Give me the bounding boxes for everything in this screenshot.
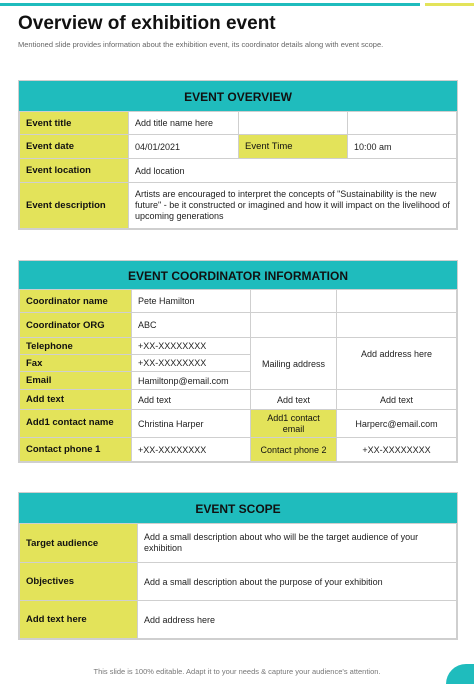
table-row: [20, 601, 457, 639]
email-label: Email: [20, 372, 132, 390]
objectives-label: Objectives: [20, 563, 138, 601]
contact-phone-2-value[interactable]: +XX-XXXXXXXX: [337, 438, 457, 462]
event-title-label: Event title: [20, 112, 129, 135]
coordinator-table: [19, 289, 457, 462]
table-row: [20, 183, 457, 229]
add1-contact-email-value[interactable]: Harperc@email.com: [337, 410, 457, 438]
event-overview-section: [18, 80, 458, 230]
target-audience-value[interactable]: Add a small description about who will be the target audience of your exhibition: [138, 524, 457, 563]
add-text-here-value[interactable]: Add address here: [138, 601, 457, 639]
empty-cell: [337, 290, 457, 313]
add1-contact-name-label: Add1 contact name: [20, 410, 132, 438]
event-location-label: Event location: [20, 159, 129, 183]
event-scope-table: [19, 523, 457, 639]
event-scope-section: [18, 492, 458, 640]
top-accent-bar-yellow: [425, 3, 474, 6]
table-row: [20, 112, 457, 135]
add-text-label: Add text: [20, 390, 132, 410]
coordinator-heading: EVENT COORDINATOR INFORMATION: [19, 261, 457, 289]
page-title: Overview of exhibition event: [18, 13, 276, 34]
table-row: [20, 159, 457, 183]
contact-phone-1-value[interactable]: +XX-XXXXXXXX: [132, 438, 251, 462]
event-time-label: Event Time: [239, 135, 348, 159]
fax-label: Fax: [20, 355, 132, 372]
empty-cell: [337, 313, 457, 338]
add-text-value[interactable]: Add text: [337, 390, 457, 410]
coordinator-section: [18, 260, 458, 463]
coordinator-org-label: Coordinator ORG: [20, 313, 132, 338]
add-text-here-label: Add text here: [20, 601, 138, 639]
telephone-value[interactable]: +XX-XXXXXXXX: [132, 338, 251, 355]
table-row: [20, 438, 457, 462]
objectives-value[interactable]: Add a small description about the purpose of your exhibition: [138, 563, 457, 601]
mailing-address-value[interactable]: Add address here: [337, 338, 457, 390]
add1-contact-name-value[interactable]: Christina Harper: [132, 410, 251, 438]
table-row: [20, 390, 457, 410]
coordinator-name-value[interactable]: Pete Hamilton: [132, 290, 251, 313]
table-row: [20, 290, 457, 313]
table-row: [20, 135, 457, 159]
coordinator-org-value[interactable]: ABC: [132, 313, 251, 338]
table-row: [20, 410, 457, 438]
event-scope-heading: EVENT SCOPE: [19, 493, 457, 523]
event-date-label: Event date: [20, 135, 129, 159]
table-row: [20, 524, 457, 563]
table-row: [20, 313, 457, 338]
add-text-value[interactable]: Add text: [251, 390, 337, 410]
event-date-value[interactable]: 04/01/2021: [129, 135, 239, 159]
target-audience-label: Target audience: [20, 524, 138, 563]
event-overview-heading: EVENT OVERVIEW: [19, 81, 457, 111]
event-overview-table: [19, 111, 457, 229]
empty-cell: [251, 313, 337, 338]
mailing-address-label: Mailing address: [251, 338, 337, 390]
event-description-label: Event description: [20, 183, 129, 229]
contact-phone-1-label: Contact phone 1: [20, 438, 132, 462]
page-subtitle: Mentioned slide provides information about the exhibition event, its coordinator details along with event scope.: [18, 40, 384, 49]
contact-phone-2-label: Contact phone 2: [251, 438, 337, 462]
table-row: [20, 563, 457, 601]
coordinator-name-label: Coordinator name: [20, 290, 132, 313]
add1-contact-email-label: Add1 contact email: [251, 410, 337, 438]
table-row: [20, 338, 457, 355]
footer-note: This slide is 100% editable. Adapt it to your needs & capture your audience's attention.: [93, 667, 381, 676]
empty-cell: [251, 290, 337, 313]
event-title-value[interactable]: Add title name here: [129, 112, 239, 135]
event-location-value[interactable]: Add location: [129, 159, 457, 183]
event-time-value[interactable]: 10:00 am: [348, 135, 457, 159]
empty-cell: [239, 112, 348, 135]
top-accent-bar: [0, 3, 420, 6]
email-value[interactable]: Hamiltonp@email.com: [132, 372, 251, 390]
add-text-value[interactable]: Add text: [132, 390, 251, 410]
event-description-value[interactable]: Artists are encouraged to interpret the concepts of "Sustainability is the new future" - be it constructed or imagined and how it will impact on the livelihood of upcoming generations: [129, 183, 457, 229]
telephone-label: Telephone: [20, 338, 132, 355]
empty-cell: [348, 112, 457, 135]
fax-value[interactable]: +XX-XXXXXXXX: [132, 355, 251, 372]
